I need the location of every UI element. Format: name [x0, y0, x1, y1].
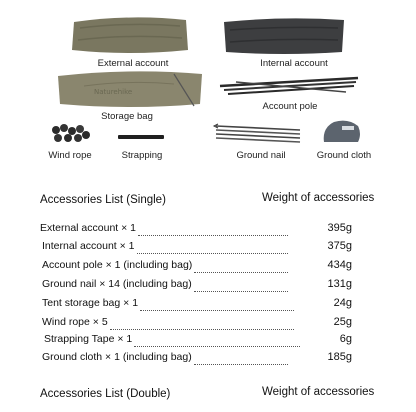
leader-dots — [110, 329, 294, 330]
leader-dots — [140, 310, 294, 311]
leader-dots — [134, 346, 300, 347]
external-account-image — [70, 14, 190, 56]
accessory-row — [0, 278, 352, 294]
accessory-weight: 6g — [339, 333, 352, 345]
leader-dots — [194, 272, 288, 273]
accessory-row — [0, 351, 352, 367]
weight-heading-double: Weight of accessories — [262, 386, 375, 398]
accessory-name: Strapping Tape × 1 — [44, 333, 133, 345]
ground-nail-image — [212, 122, 304, 146]
account-pole-image — [216, 72, 362, 98]
accessory-row — [0, 297, 352, 313]
accessory-name: Account pole × 1 (including bag) — [42, 259, 193, 271]
accessory-row — [0, 259, 352, 275]
accessory-row — [0, 316, 352, 332]
leader-dots — [138, 235, 288, 236]
storage-bag-brand: Naturehike — [94, 88, 133, 96]
storage-bag-image — [54, 66, 206, 110]
accessory-row — [0, 240, 352, 256]
accessory-weight: 24g — [333, 297, 352, 309]
accessory-weight: 434g — [327, 259, 352, 271]
accessory-weight: 395g — [327, 222, 352, 234]
accessory-name: Tent storage bag × 1 — [42, 297, 139, 309]
accessory-row — [0, 333, 352, 349]
accessory-weight: 131g — [327, 278, 352, 290]
leader-dots — [137, 253, 288, 254]
internal-account-image — [222, 16, 346, 56]
accessory-weight: 375g — [327, 240, 352, 252]
accessory-name: Wind rope × 5 — [42, 316, 108, 328]
leader-dots — [194, 291, 288, 292]
accessory-weight: 25g — [333, 316, 352, 328]
storage-bag-caption: Storage bag — [101, 111, 153, 122]
accessory-weight: 185g — [327, 351, 352, 363]
strapping-image — [118, 128, 164, 136]
leader-dots — [194, 364, 288, 365]
accessory-name: External account × 1 — [40, 222, 137, 234]
account-pole-caption: Account pole — [262, 101, 318, 112]
accessory-row — [0, 222, 352, 238]
wind-rope-caption: Wind rope — [48, 150, 92, 161]
ground-cloth-image — [320, 118, 362, 144]
product-photos — [0, 0, 416, 175]
external-account-caption: External account — [97, 58, 169, 69]
weight-heading: Weight of accessories — [262, 192, 375, 204]
wind-rope-image — [50, 122, 92, 144]
ground-nail-caption: Ground nail — [236, 150, 286, 161]
accessory-name: Ground nail × 14 (including bag) — [42, 278, 192, 290]
ground-cloth-caption: Ground cloth — [316, 150, 372, 161]
accessory-name: Ground cloth × 1 (including bag) — [42, 351, 192, 363]
accessory-name: Internal account × 1 — [42, 240, 135, 252]
internal-account-caption: Internal account — [260, 58, 328, 69]
single-list-heading: Accessories List (Single) — [40, 194, 166, 206]
accessories-list — [0, 180, 416, 412]
strapping-caption: Strapping — [121, 150, 163, 161]
double-list-heading: Accessories List (Double) — [40, 388, 171, 400]
